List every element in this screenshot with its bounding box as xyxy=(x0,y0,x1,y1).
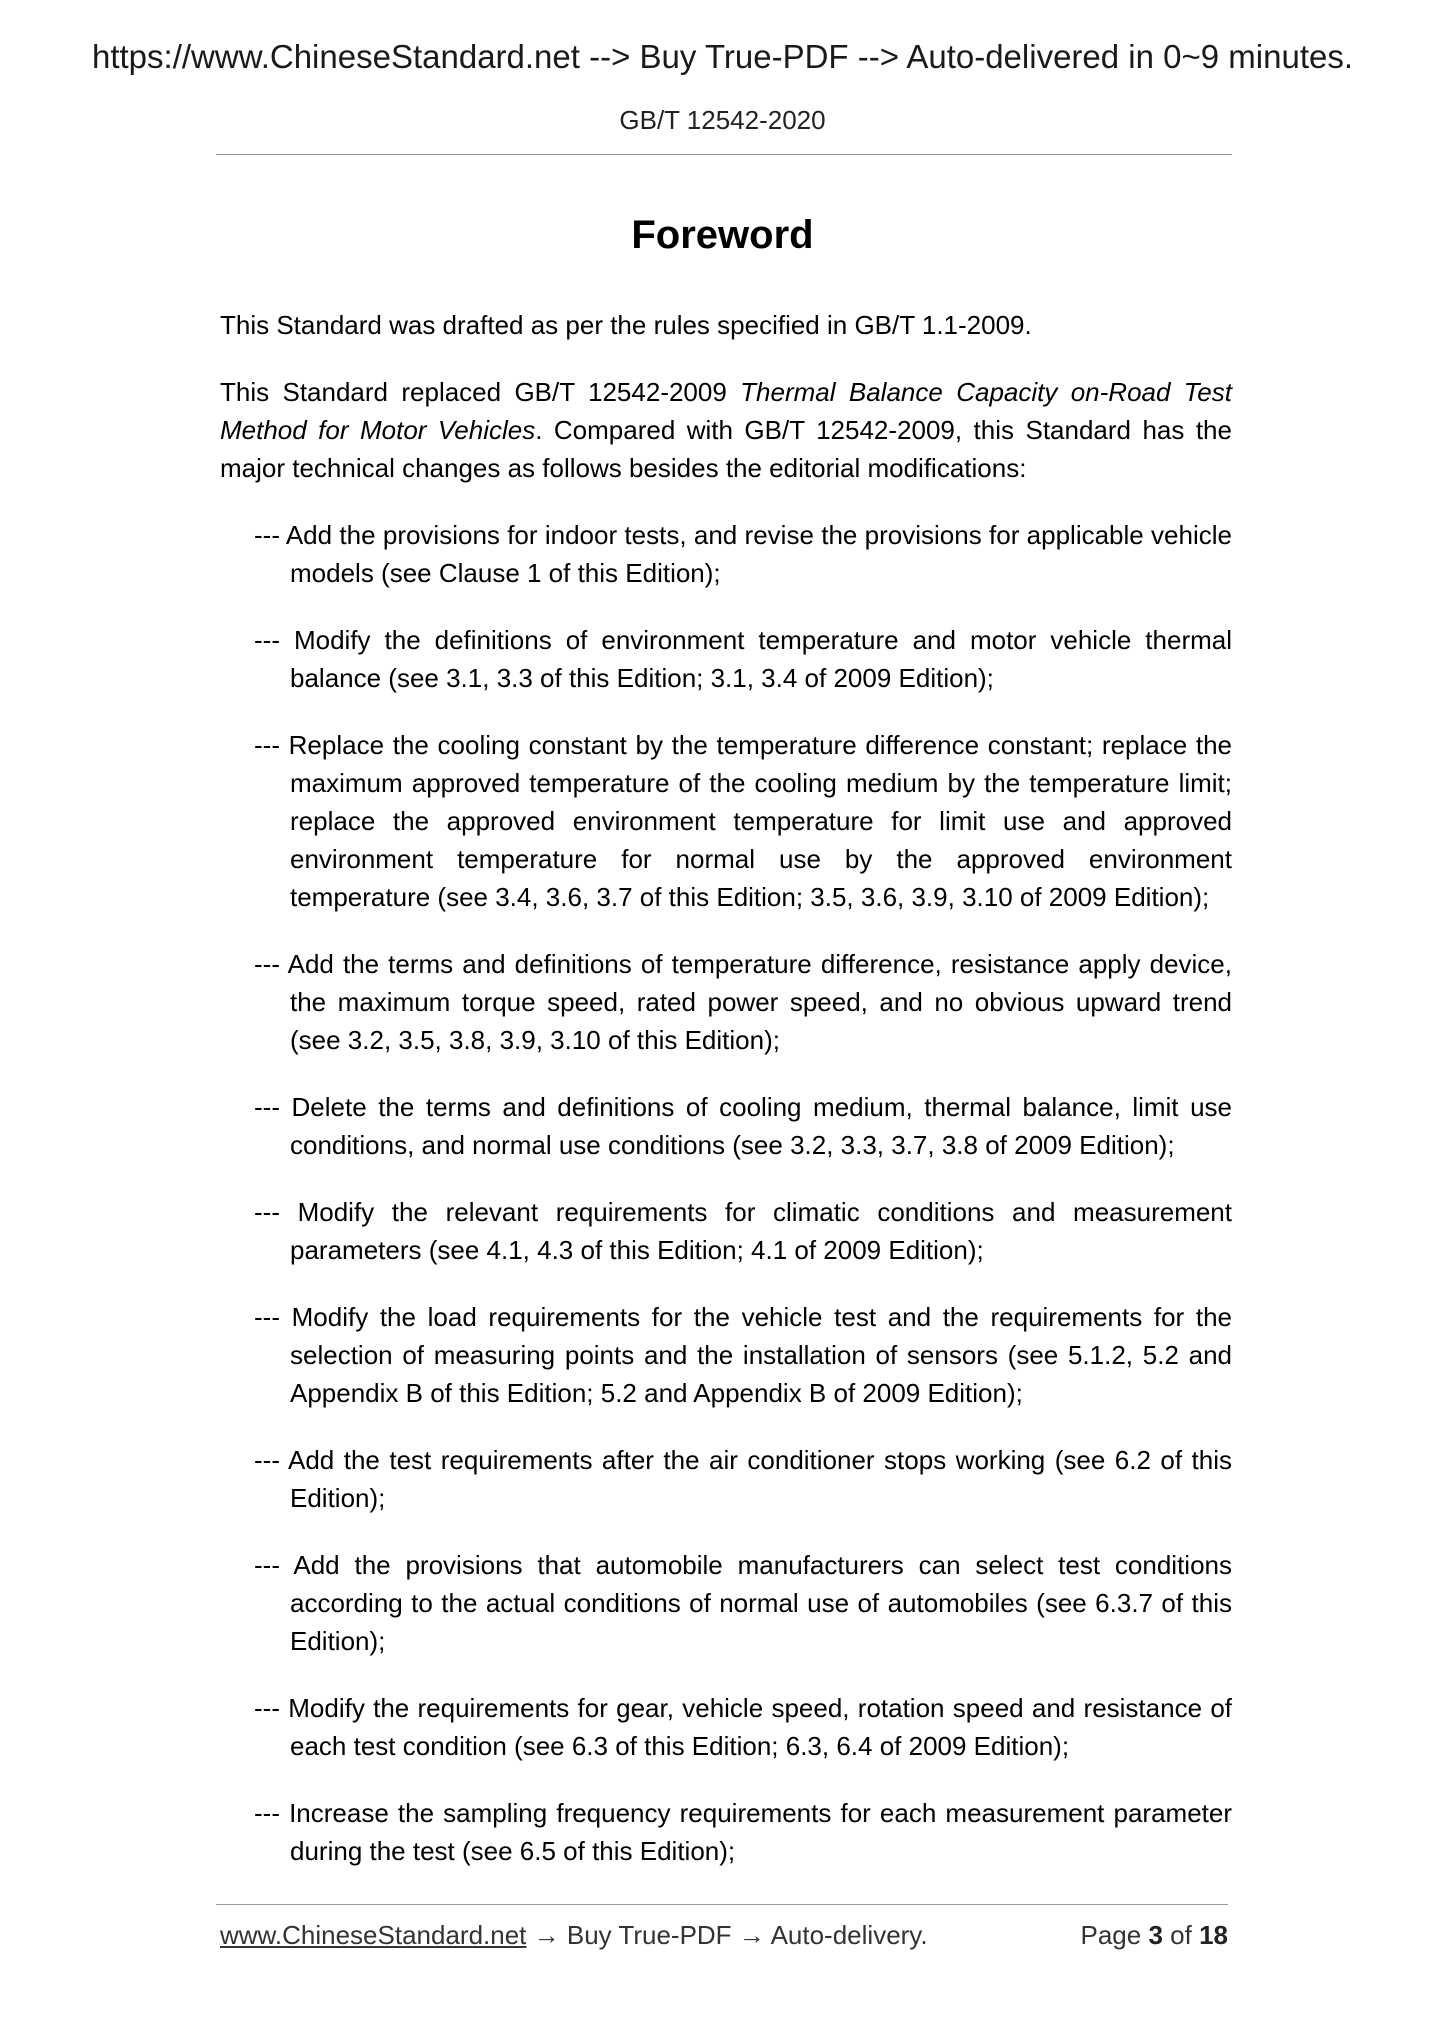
total-pages: 18 xyxy=(1199,1920,1228,1950)
list-item: --- Modify the definitions of environment temperature and motor vehicle thermal balance (see 3.1, 3.3 of this Edition; 3.1, 3.4 of 2009 Edition); xyxy=(254,625,1232,693)
page-title: Foreword xyxy=(631,213,814,257)
technical-changes-list xyxy=(220,516,1232,1870)
paragraph-replacement xyxy=(220,373,1232,487)
replacement-text-start: This Standard replaced GB/T 12542-2009 xyxy=(220,377,741,407)
replaced-standard-title: Thermal Balance Capacity on-Road Test Method for Motor Vehicles xyxy=(220,377,1232,445)
header-divider xyxy=(216,154,1232,155)
list-item: --- Modify the load requirements for the vehicle test and the requirements for the selection of measuring points and the installation of sensors (see 5.1.2, 5.2 and Appendix B of this Edition; 5.2 and Appendix B of 2009 Edition); xyxy=(254,1302,1232,1408)
footer-site-link[interactable]: www.ChineseStandard.net xyxy=(220,1920,527,1950)
list-item: --- Replace the cooling constant by the temperature difference constant; replace the maximum approved temperature of the cooling medium by the temperature limit; replace the approved environment temperature for limit use and approved environment temperature for normal use by the approved environment temperature (see 3.4, 3.6, 3.7 of this Edition; 3.5, 3.6, 3.9, 3.10 of 2009 Edition); xyxy=(254,730,1232,912)
page-number: 3 xyxy=(1148,1920,1163,1950)
replacement-text-end: . Compared with GB/T 12542-2009, this Standard has the major technical changes as follows besides the editorial modifications: xyxy=(220,415,1232,483)
top-banner: https://www.ChineseStandard.net --> Buy True-PDF --> Auto-delivered in 0~9 minutes. xyxy=(91,38,1354,75)
list-item: --- Add the terms and definitions of temperature difference, resistance apply device, the maximum torque speed, rated power speed, and no obvious upward trend (see 3.2, 3.5, 3.8, 3.9, 3.10 of this Edition); xyxy=(254,949,1232,1055)
list-item: --- Add the test requirements after the air conditioner stops working (see 6.2 of this Edition); xyxy=(254,1445,1232,1513)
page-footer xyxy=(220,1920,1228,1951)
document-code: GB/T 12542-2020 xyxy=(619,105,826,135)
page-label: Page xyxy=(1080,1920,1142,1950)
list-item: --- Modify the relevant requirements for climatic conditions and measurement parameters (see 4.1, 4.3 of this Edition; 4.1 of 2009 Edition); xyxy=(254,1197,1232,1265)
of-label: of xyxy=(1170,1920,1192,1950)
list-item: --- Increase the sampling frequency requirements for each measurement parameter during the test (see 6.5 of this Edition); xyxy=(254,1798,1232,1866)
paragraph-drafting-rules: This Standard was drafted as per the rules specified in GB/T 1.1-2009. xyxy=(220,310,1032,340)
page-indicator xyxy=(1080,1920,1228,1951)
list-item: --- Add the provisions that automobile manufacturers can select test conditions according to the actual conditions of normal use of automobiles (see 6.3.7 of this Edition); xyxy=(254,1550,1232,1656)
footer-divider xyxy=(216,1904,1228,1905)
list-item: --- Modify the requirements for gear, vehicle speed, rotation speed and resistance of each test condition (see 6.3 of this Edition; 6.3, 6.4 of 2009 Edition); xyxy=(254,1693,1232,1761)
list-item: --- Delete the terms and definitions of cooling medium, thermal balance, limit use conditions, and normal use conditions (see 3.2, 3.3, 3.7, 3.8 of 2009 Edition); xyxy=(254,1092,1232,1160)
document-body xyxy=(220,306,1232,1899)
footer-promo-text: → Buy True-PDF → Auto-delivery. xyxy=(526,1920,928,1950)
list-item: --- Add the provisions for indoor tests, and revise the provisions for applicable vehicle models (see Clause 1 of this Edition); xyxy=(254,520,1232,588)
